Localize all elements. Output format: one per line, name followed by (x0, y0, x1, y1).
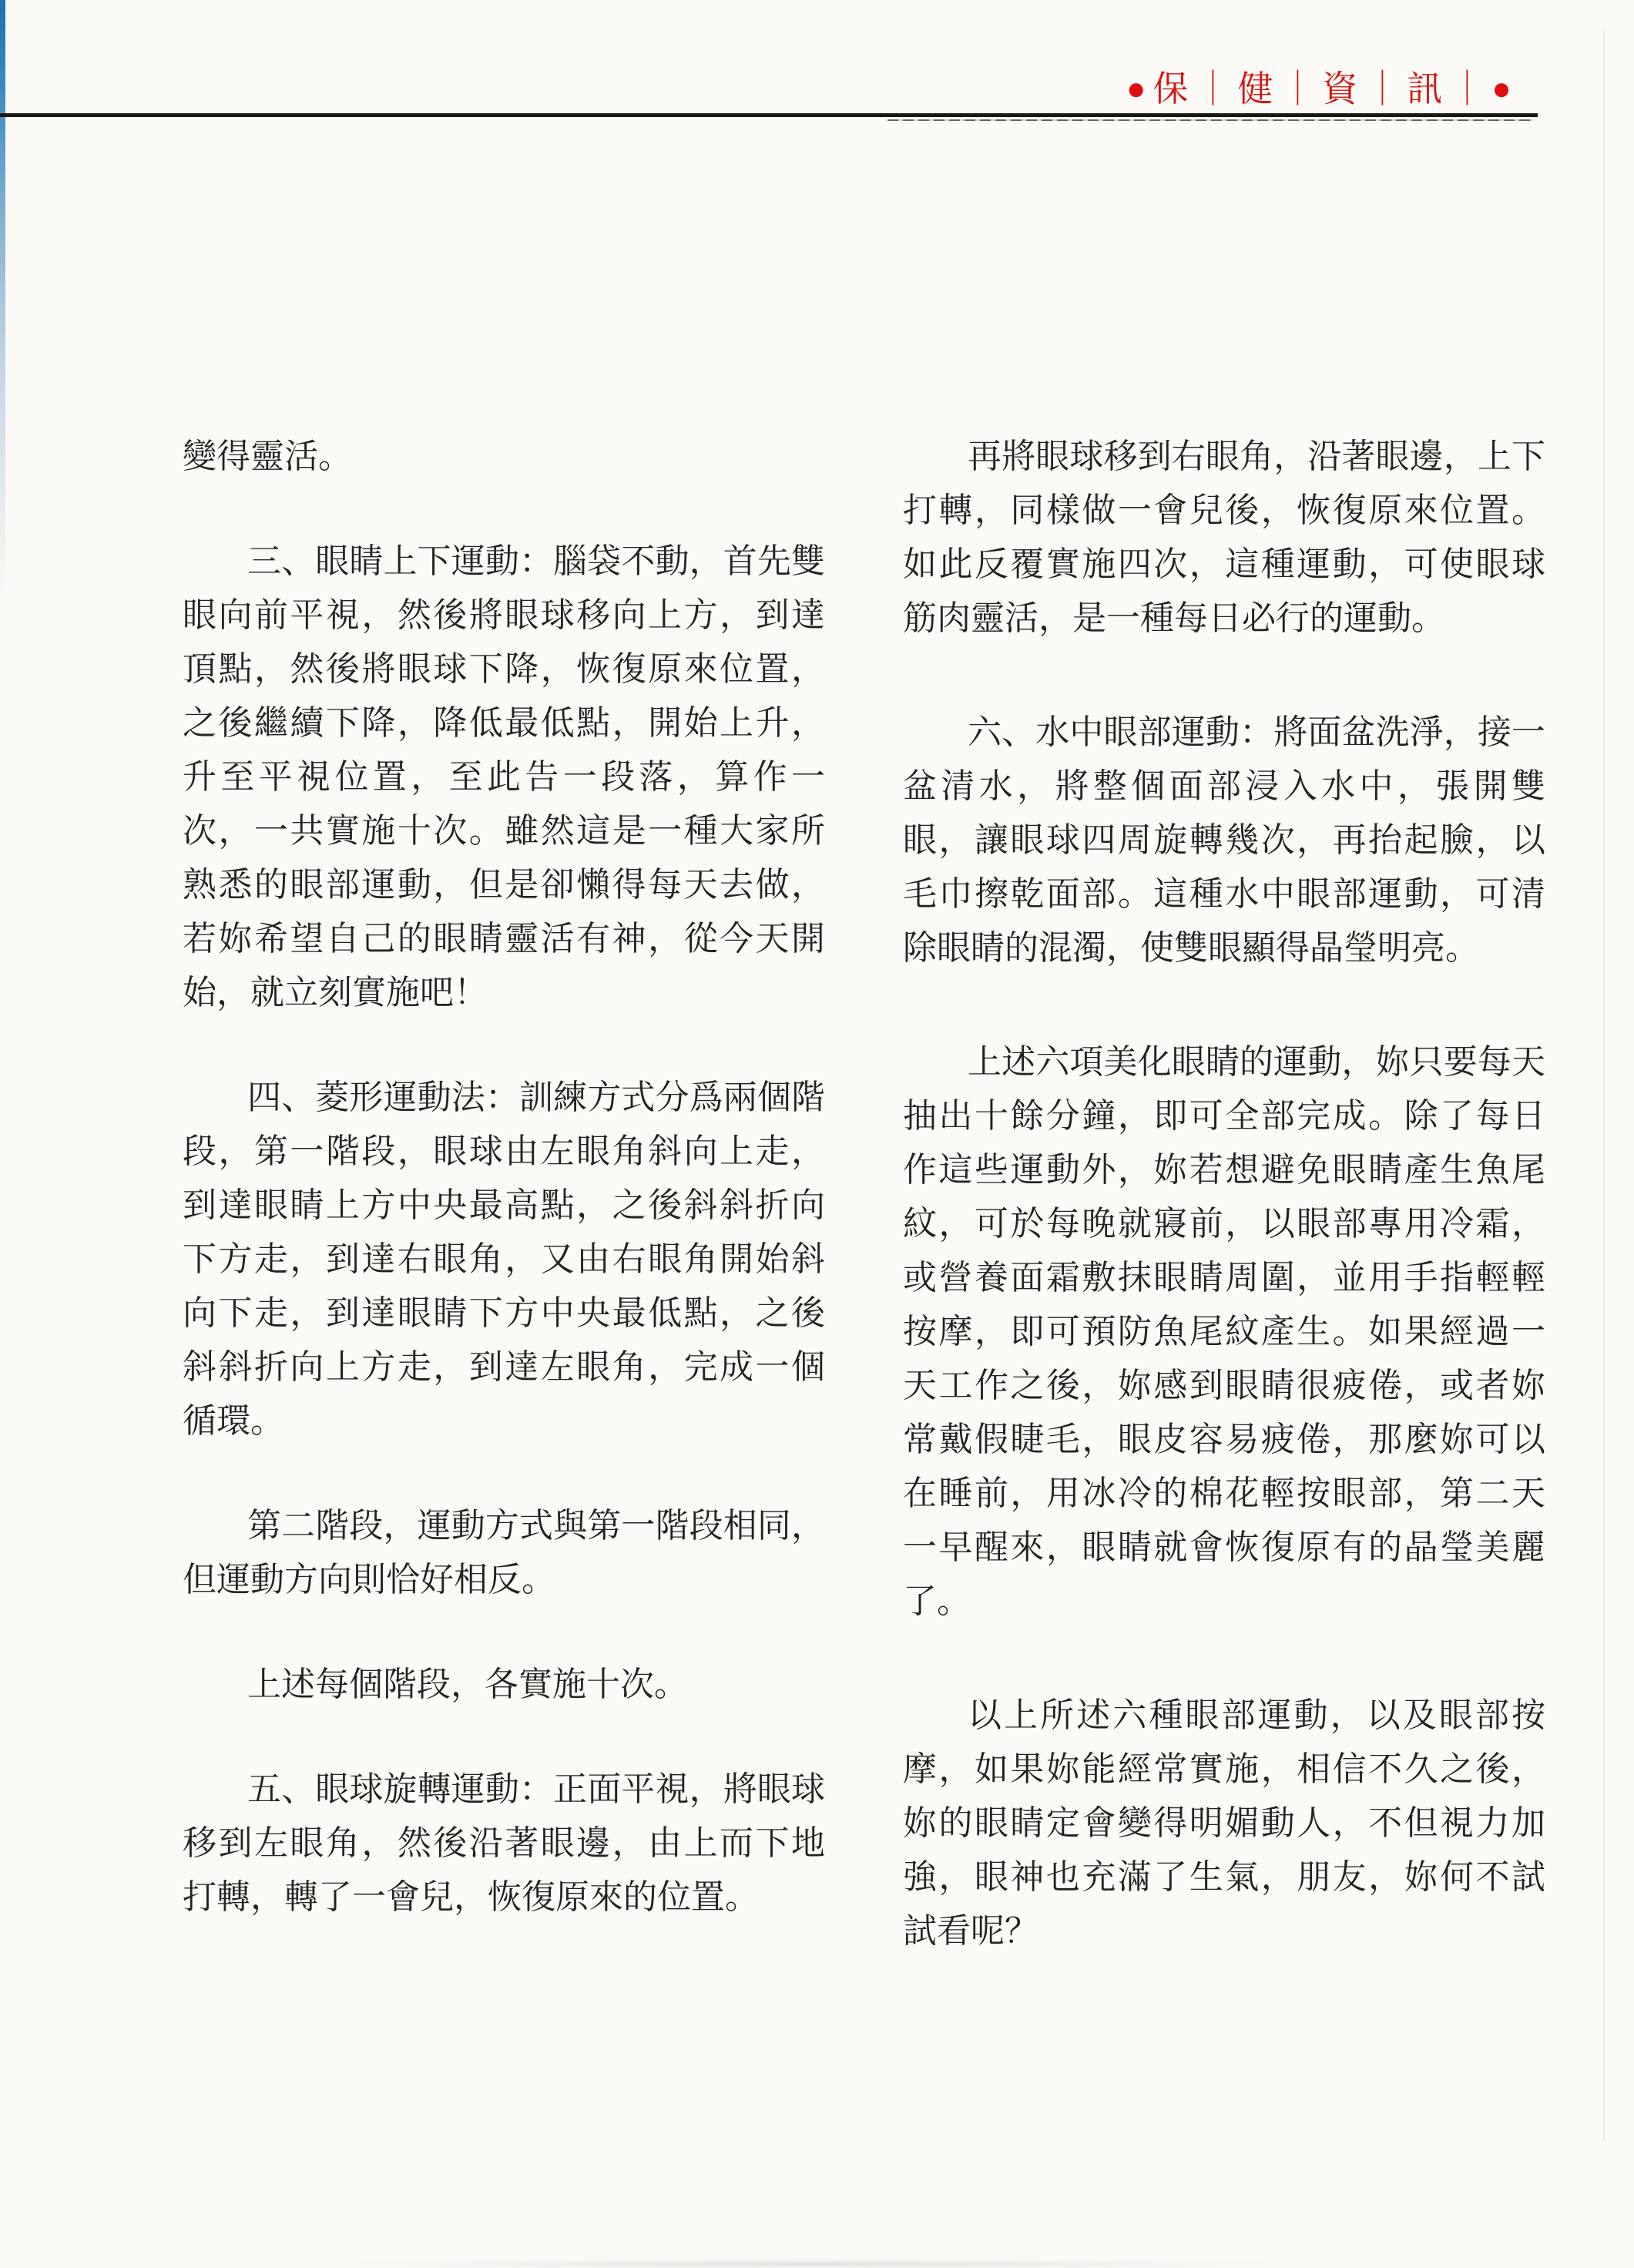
page-edge-shadow (1603, 31, 1605, 2142)
scan-smudge (331, 2260, 1294, 2268)
paragraph-exercise-5: 五、眼球旋轉運動：正面平視，將眼球移到左眼角，然後沿著眼邊，由上而下地打轉，轉了一會兒，恢復原來的位置。 (183, 1770, 825, 1916)
paragraph-exercise-5-cont: 再將眼球移到右眼角，沿著眼邊，上下打轉，同樣做一會兒後，恢復原來位置。如此反覆實施四次，這種運動，可使眼球筋肉靈活，是一種每日必行的運動。 (903, 438, 1545, 637)
paragraph-repeat-note: 上述每個階段，各實施十次。 (247, 1666, 688, 1703)
header-left-dot-icon: ● (1126, 72, 1153, 107)
paragraph-daily-routine: 上述六項美化眼睛的運動，妳只要每天抽出十餘分鐘，即可全部完成。除了每日作這些運動外，妳若想避免眼睛產生魚尾紋，可於每晚就寢前，以眼部專用冷霜，或營養面霜敷抹眼睛周圍，並用手指輕輕按摩，即可預防魚尾紋產生。如果經過一天工作之後，妳感到眼睛很疲倦，或者妳常戴假睫毛，眼皮容易疲倦，那麼妳可以在睡前，用冰冷的棉花輕按眼部，第二天一早醒來，眼睛就會恢復原有的晶瑩美麗了。 (903, 1043, 1545, 1620)
left-column (183, 430, 825, 1924)
paragraph-stage-2: 第二階段，運動方式與第一階段相同，但運動方向則恰好相反。 (183, 1507, 825, 1599)
paragraph-continuation: 變得靈活。 (183, 438, 352, 475)
paragraph-closing: 以上所述六種眼部運動，以及眼部按摩，如果妳能經常實施，相信不久之後，妳的眼睛定會變得明媚動人，不但視力加強，眼神也充滿了生氣，朋友，妳何不試試看呢？ (903, 1696, 1545, 1950)
right-column (903, 430, 1545, 1958)
section-header (1126, 69, 1518, 109)
header-title: 保｜健｜資｜訊｜ (1153, 69, 1492, 109)
paragraph-exercise-6: 六、水中眼部運動：將面盆洗淨，接一盆清水，將整個面部浸入水中，張開雙眼，讓眼球四周旋轉幾次，再抬起臉，以毛巾擦乾面部。這種水中眼部運動，可清除眼睛的混濁，使雙眼顯得晶瑩明亮。 (903, 713, 1545, 967)
header-subrule (887, 119, 1533, 121)
paragraph-exercise-3: 三、眼睛上下運動：腦袋不動，首先雙眼向前平視，然後將眼球移向上方，到達頂點，然後將眼球下降，恢復原來位置，之後繼續下降，降低最低點，開始上升，升至平視位置，至此告一段落，算作一次，一共實施十次。雖然這是一種大家所熟悉的眼部運動，但是卻懶得每天去做，若妳希望自己的眼睛靈活有神，從今天開始，就立刻實施吧！ (183, 542, 825, 1012)
header-rule (0, 113, 1538, 117)
paragraph-exercise-4: 四、菱形運動法：訓練方式分爲兩個階段，第一階段，眼球由左眼角斜向上走，到達眼睛上方中央最高點，之後斜斜折向下方走，到達右眼角，又由右眼角開始斜向下走，到達眼睛下方中央最低點，之後斜斜折向上方走，到達左眼角，完成一個循環。 (183, 1079, 825, 1440)
scan-edge-stripe (0, 0, 5, 601)
header-right-dot-icon: ● (1491, 72, 1518, 107)
